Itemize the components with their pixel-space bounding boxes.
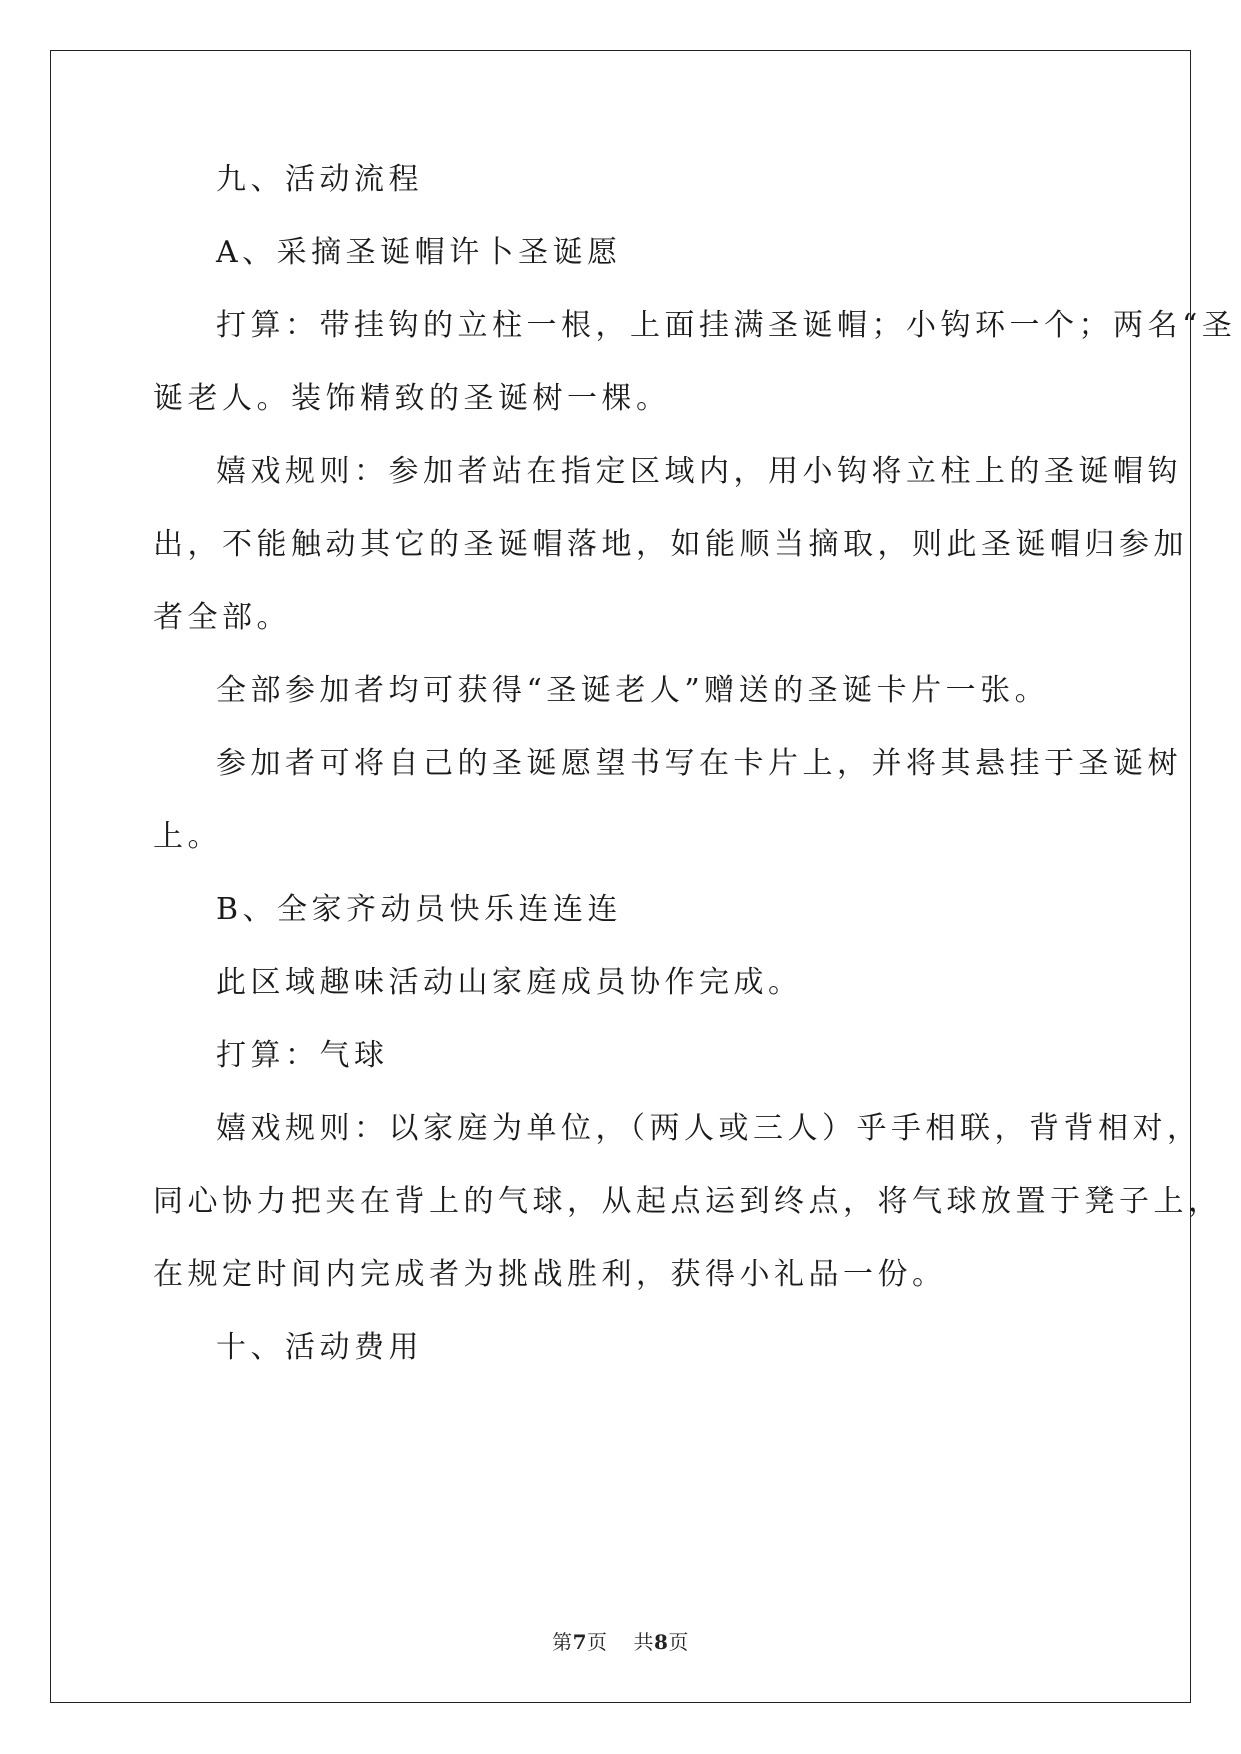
- paragraph-line: 上。: [153, 819, 222, 854]
- page-border: [50, 50, 1191, 1703]
- total-pages-number: 8: [654, 1630, 669, 1654]
- paragraph-line: 嬉戏规则：参加者站在指定区域内，用小钩将立柱上的圣诞帽钩: [216, 454, 1182, 489]
- total-suffix: 页: [668, 1630, 689, 1654]
- page-suffix: 页: [587, 1630, 608, 1654]
- paragraph-line: 打算：带挂钩的立柱一根，上面挂满圣诞帽；小钩环一个；两名“圣: [216, 308, 1237, 343]
- paragraph-line: 参加者可将自己的圣诞愿望书写在卡片上，并将其悬挂于圣诞树: [216, 746, 1182, 781]
- total-pages-indicator: [634, 1630, 689, 1654]
- paragraph-line: 出，不能触动其它的圣诞帽落地，如能顺当摘取，则此圣诞帽归参加: [153, 527, 1188, 562]
- total-prefix: 共: [633, 1630, 654, 1654]
- heading-activity-process: 九、活动流程: [216, 162, 423, 197]
- page-prefix: 第: [552, 1630, 573, 1654]
- page-number: 7: [572, 1630, 587, 1654]
- paragraph-line: 嬉戏规则：以家庭为单位，（两人或三人）乎手相联，背背相对，: [216, 1111, 1202, 1146]
- page-indicator: [552, 1630, 607, 1654]
- paragraph-line: 全部参加者均可获得“圣诞老人”赠送的圣诞卡片一张。: [216, 673, 1050, 708]
- paragraph-line: 者全部。: [153, 600, 291, 635]
- subheading-family-game: B、全家齐动员快乐连连连: [216, 892, 623, 927]
- paragraph-line: 诞老人。装饰精致的圣诞树一棵。: [153, 381, 671, 416]
- paragraph-line: 同心协力把夹在背上的气球，从起点运到终点，将气球放置于凳子上，: [153, 1184, 1223, 1219]
- paragraph-line: 此区域趣味活动山家庭成员协作完成。: [216, 965, 803, 1000]
- subheading-christmas-hats: A、采摘圣诞帽许卜圣诞愿: [216, 235, 622, 270]
- paragraph-line: 打算：气球: [216, 1038, 389, 1073]
- page-footer: [0, 1626, 1241, 1655]
- paragraph-line: 在规定时间内完成者为挑战胜利，获得小礼品一份。: [153, 1257, 947, 1292]
- heading-activity-cost: 十、活动费用: [216, 1330, 423, 1365]
